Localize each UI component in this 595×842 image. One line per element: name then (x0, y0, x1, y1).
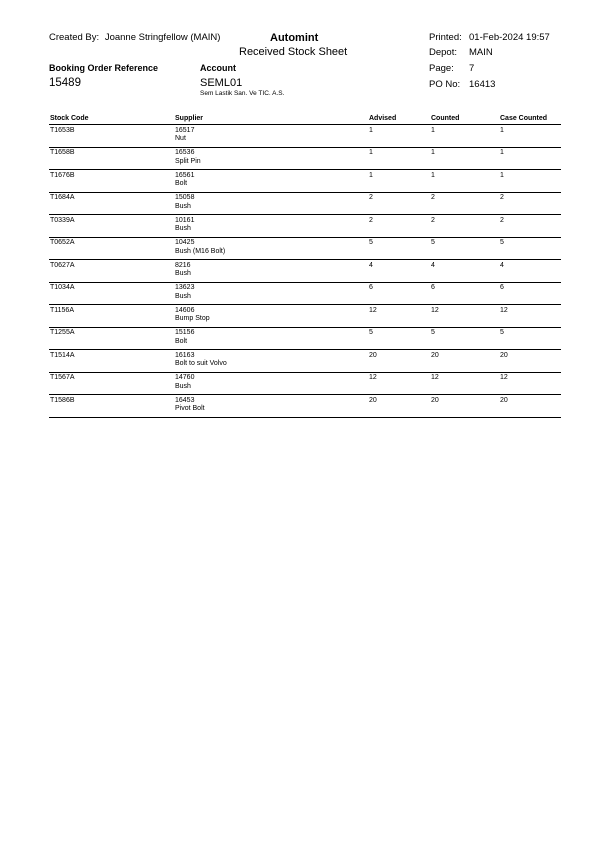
table-row (49, 193, 561, 216)
created-by-label: Created By: (49, 32, 100, 43)
table-row (49, 283, 561, 306)
stock-code: T0627A (50, 261, 75, 269)
supplier-code: 10161 (175, 216, 195, 224)
case-counted-qty: 2 (500, 194, 504, 201)
counted-qty: 2 (431, 216, 435, 224)
stock-code: T1156A (50, 306, 74, 314)
created-by (49, 32, 220, 43)
case-counted-qty: 2 (500, 216, 504, 224)
table-row (49, 170, 561, 193)
table-row (49, 238, 561, 261)
depot-value: MAIN (469, 47, 493, 58)
supplier-cell (175, 397, 205, 414)
stock-code: T0339A (50, 216, 75, 224)
advised-qty: 4 (369, 261, 373, 269)
supplier-cell (175, 127, 194, 144)
item-description: Pivot Bolt (175, 405, 205, 412)
printed-value: 01-Feb-2024 19:57 (469, 32, 550, 43)
item-description: Bush (175, 270, 191, 277)
supplier-code: 15058 (175, 194, 195, 201)
supplier-code: 13623 (175, 284, 195, 291)
table-row (49, 373, 561, 396)
case-counted-qty: 20 (500, 396, 508, 404)
stock-code: T1586B (50, 396, 75, 404)
case-counted-qty: 1 (500, 126, 504, 134)
advised-qty: 1 (369, 149, 373, 156)
depot-label: Depot: (429, 47, 457, 58)
supplier-code: 8216 (175, 261, 191, 269)
supplier-cell (175, 307, 210, 324)
stock-code: T1567A (50, 374, 75, 381)
counted-qty: 1 (431, 171, 435, 179)
case-counted-qty: 6 (500, 284, 504, 291)
case-counted-qty: 4 (500, 261, 504, 269)
supplier-cell (175, 172, 194, 189)
page-label: Page: (429, 63, 454, 74)
col-advised: Advised (369, 115, 397, 122)
advised-qty: 5 (369, 239, 373, 246)
case-counted-qty: 12 (500, 374, 508, 381)
advised-qty: 1 (369, 126, 373, 134)
counted-qty: 6 (431, 284, 435, 291)
counted-qty: 20 (431, 351, 439, 359)
supplier-code: 16561 (175, 171, 195, 179)
item-description: Bush (175, 202, 191, 210)
supplier-cell (175, 217, 194, 234)
account-code: SEML01 (200, 77, 243, 89)
account-name: Sem Lastik San. Ve TIC. A.S. (200, 90, 285, 97)
counted-qty: 5 (431, 329, 435, 336)
table-row (49, 305, 561, 328)
supplier-cell (175, 262, 191, 279)
supplier-code: 10425 (175, 239, 195, 246)
advised-qty: 2 (369, 216, 373, 224)
table-row (49, 125, 561, 148)
col-case-counted: Case Counted (500, 115, 548, 122)
document-title: Received Stock Sheet (239, 46, 348, 58)
table-row (49, 260, 561, 283)
item-description: Bolt (175, 180, 188, 187)
advised-qty: 12 (369, 374, 377, 381)
booking-ref-value: 15489 (49, 77, 81, 89)
stock-code: T1255A (50, 329, 75, 336)
item-description: Bush (175, 292, 191, 300)
table-row (49, 350, 561, 373)
table-row (49, 148, 561, 171)
advised-qty: 20 (369, 396, 377, 404)
col-counted: Counted (431, 115, 460, 122)
item-description: Bush (175, 382, 191, 390)
counted-qty: 1 (431, 149, 435, 156)
counted-qty: 2 (431, 194, 435, 201)
booking-ref-label: Booking Order Reference (49, 63, 159, 73)
stock-code: T1684A (50, 194, 75, 201)
item-description: Bolt to suit Volvo (175, 360, 227, 367)
case-counted-qty: 1 (500, 149, 504, 156)
supplier-code: 14606 (175, 306, 195, 314)
stock-code: T1676B (50, 171, 75, 179)
counted-qty: 1 (431, 126, 435, 134)
supplier-code: 15156 (175, 329, 195, 336)
stock-code: T0652A (50, 239, 75, 246)
item-description: Bolt (175, 337, 188, 345)
po-value: 16413 (469, 79, 496, 90)
item-description: Bush (M16 Bolt) (175, 247, 226, 255)
counted-qty: 5 (431, 239, 435, 246)
supplier-code: 16163 (175, 351, 195, 359)
company-name: Automint (270, 32, 319, 44)
advised-qty: 6 (369, 284, 373, 291)
table-header (49, 115, 561, 125)
stock-code: T1514A (50, 351, 75, 359)
created-by-value: Joanne Stringfellow (MAIN) (104, 32, 221, 43)
printed-label: Printed: (429, 32, 462, 43)
supplier-cell (175, 149, 201, 166)
supplier-code: 14760 (175, 374, 195, 381)
counted-qty: 4 (431, 261, 435, 269)
counted-qty: 20 (431, 396, 439, 404)
stock-code: T1658B (50, 149, 75, 156)
case-counted-qty: 1 (500, 171, 504, 179)
supplier-code: 16517 (175, 126, 195, 134)
page-value: 7 (469, 63, 475, 74)
supplier-cell (175, 284, 194, 301)
counted-qty: 12 (431, 374, 439, 381)
col-stock-code: Stock Code (50, 115, 89, 122)
item-description: Bush (175, 225, 191, 232)
supplier-cell (175, 194, 194, 211)
advised-qty: 5 (369, 329, 373, 336)
item-description: Nut (175, 135, 186, 142)
account-label: Account (200, 63, 236, 73)
po-label: PO No: (429, 79, 461, 90)
table-row (49, 215, 561, 238)
supplier-code: 16453 (175, 396, 195, 404)
case-counted-qty: 12 (500, 306, 508, 314)
stock-table (49, 115, 561, 418)
stock-code: T1034A (50, 284, 75, 291)
case-counted-qty: 20 (500, 351, 508, 359)
advised-qty: 2 (369, 194, 373, 201)
col-supplier: Supplier (175, 115, 204, 122)
supplier-cell (175, 239, 225, 256)
item-description: Split Pin (175, 157, 201, 165)
stock-code: T1653B (50, 126, 75, 134)
case-counted-qty: 5 (500, 329, 504, 336)
supplier-cell (175, 329, 194, 346)
supplier-code: 16536 (175, 149, 195, 156)
supplier-cell (175, 374, 194, 391)
table-row (49, 328, 561, 351)
supplier-cell (175, 352, 227, 369)
item-description: Bump Stop (175, 315, 210, 322)
counted-qty: 12 (431, 306, 439, 314)
case-counted-qty: 5 (500, 239, 504, 246)
table-row (49, 395, 561, 418)
advised-qty: 12 (369, 306, 377, 314)
advised-qty: 1 (369, 171, 373, 179)
advised-qty: 20 (369, 351, 377, 359)
